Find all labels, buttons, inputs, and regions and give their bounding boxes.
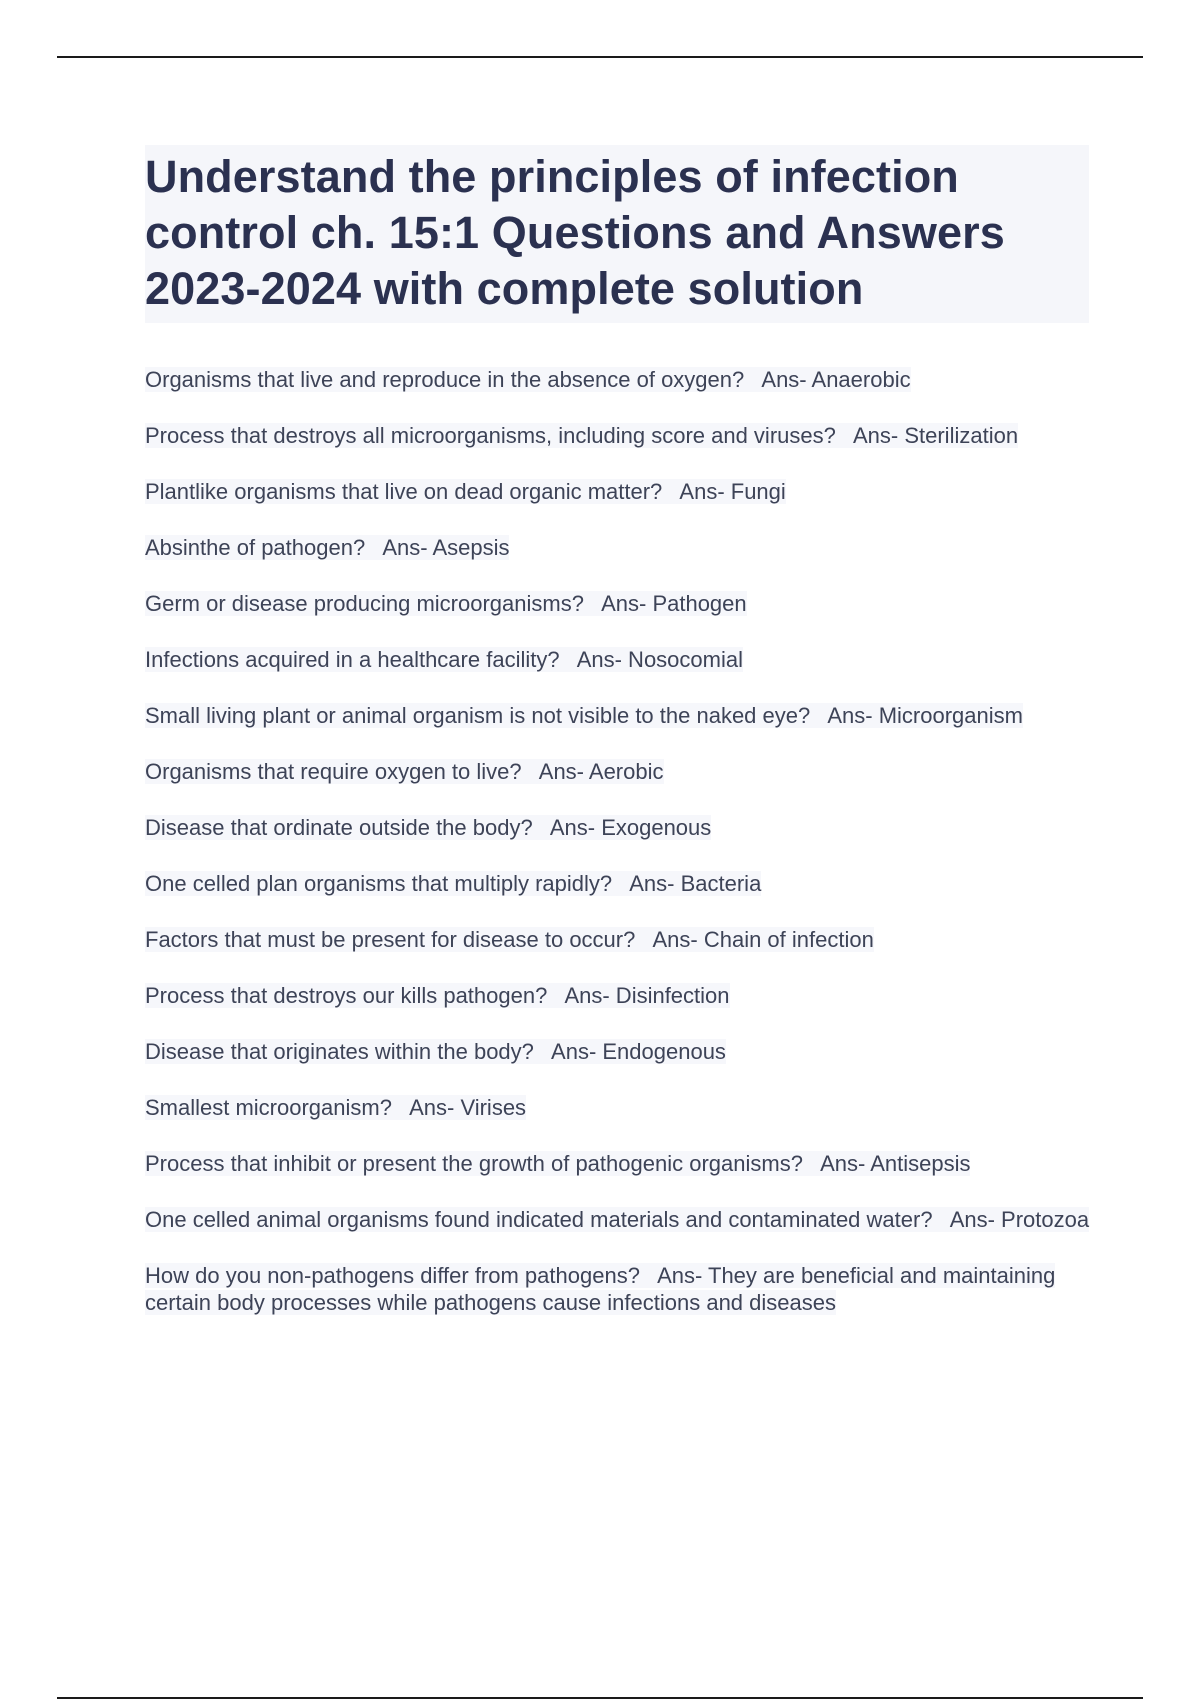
qa-item (145, 926, 1105, 953)
answer-text: Ans- Asepsis (382, 535, 510, 560)
qa-line (145, 815, 711, 840)
qa-line (145, 423, 1018, 448)
qa-item (145, 758, 1105, 785)
answer-text: Ans- They are beneficial and maintaining certain body processes while pathogens cause infections and diseases (145, 1263, 1056, 1315)
qa-item (145, 1038, 1105, 1065)
qa-line (145, 871, 761, 896)
document-title: Understand the principles of infection control ch. 15:1 Questions and Answers 2023-2024 with complete solution (145, 151, 1005, 314)
answer-text: Ans- Exogenous (549, 815, 712, 840)
answer-text: Ans- Endogenous (551, 1039, 726, 1064)
qa-line (145, 535, 509, 560)
qa-item (145, 702, 1105, 729)
question-text: Process that destroys all microorganisms, including score and viruses? (145, 423, 836, 448)
qa-line (145, 927, 874, 952)
qa-line (145, 647, 743, 672)
question-text: One celled plan organisms that multiply rapidly? (145, 871, 613, 896)
question-text: How do you non-pathogens differ from pathogens? (145, 1263, 640, 1288)
qa-item (145, 1206, 1105, 1233)
answer-text: Ans- Bacteria (629, 871, 762, 896)
qa-item (145, 422, 1105, 449)
answer-text: Ans- Fungi (679, 479, 786, 504)
answer-text: Ans- Antisepsis (820, 1151, 971, 1176)
qa-item (145, 646, 1105, 673)
qa-line (145, 479, 786, 504)
qa-line (145, 1263, 1055, 1315)
question-text: Small living plant or animal organism is not visible to the naked eye? (145, 703, 811, 728)
qa-item (145, 814, 1105, 841)
answer-text: Ans- Anaerobic (761, 367, 911, 392)
question-text: Infections acquired in a healthcare facility? (145, 647, 560, 672)
question-text: Disease that originates within the body? (145, 1039, 534, 1064)
question-text: Organisms that live and reproduce in the absence of oxygen? (145, 367, 745, 392)
qa-item (145, 1262, 1105, 1316)
qa-list (145, 366, 1105, 1345)
qa-item (145, 1094, 1105, 1121)
bottom-rule (57, 1697, 1143, 1699)
qa-line (145, 591, 747, 616)
answer-text: Ans- Aerobic (538, 759, 664, 784)
top-rule (57, 56, 1143, 58)
qa-item (145, 1150, 1105, 1177)
qa-item (145, 478, 1105, 505)
qa-line (145, 1039, 726, 1064)
qa-item (145, 982, 1105, 1009)
answer-text: Ans- Sterilization (852, 423, 1019, 448)
answer-text: Ans- Disinfection (564, 983, 730, 1008)
question-text: Plantlike organisms that live on dead organic matter? (145, 479, 663, 504)
qa-item (145, 590, 1105, 617)
question-text: Organisms that require oxygen to live? (145, 759, 522, 784)
qa-line (145, 367, 911, 392)
question-text: Absinthe of pathogen? (145, 535, 366, 560)
qa-item (145, 534, 1105, 561)
qa-line (145, 703, 1023, 728)
qa-line (145, 759, 664, 784)
qa-line (145, 1095, 526, 1120)
qa-line (145, 1207, 1089, 1232)
qa-line (145, 1151, 970, 1176)
question-text: Process that destroys our kills pathogen? (145, 983, 548, 1008)
question-text: Smallest microorganism? (145, 1095, 392, 1120)
qa-item (145, 366, 1105, 393)
answer-text: Ans- Microorganism (827, 703, 1023, 728)
qa-item (145, 870, 1105, 897)
question-text: Factors that must be present for disease to occur? (145, 927, 636, 952)
answer-text: Ans- Virises (409, 1095, 527, 1120)
question-text: Process that inhibit or present the growth of pathogenic organisms? (145, 1151, 803, 1176)
qa-line (145, 983, 730, 1008)
title-block (145, 145, 1089, 323)
question-text: Disease that ordinate outside the body? (145, 815, 533, 840)
question-text: One celled animal organisms found indicated materials and contaminated water? (145, 1207, 933, 1232)
answer-text: Ans- Nosocomial (576, 647, 743, 672)
answer-text: Ans- Chain of infection (652, 927, 874, 952)
answer-text: Ans- Pathogen (601, 591, 747, 616)
question-text: Germ or disease producing microorganisms? (145, 591, 584, 616)
answer-text: Ans- Protozoa (949, 1207, 1090, 1232)
